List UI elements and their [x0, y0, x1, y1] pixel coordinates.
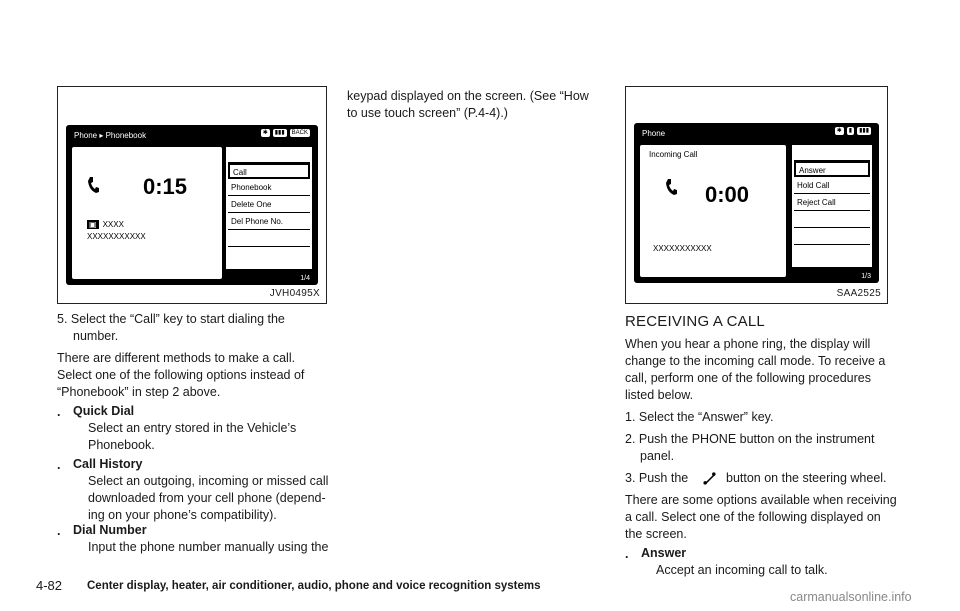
bluetooth-icon: ✱ [836, 128, 842, 134]
page-indicator: 1/3 [861, 273, 871, 280]
quick-dial-title: Quick Dial [73, 404, 135, 418]
receive-step-1: 1. Select the “Answer” key. [625, 410, 774, 424]
receive-options-1: There are some options available when receiving [625, 493, 897, 507]
receive-intro-1: When you hear a phone ring, the display will [625, 337, 871, 351]
intro-line-2: Select one of the following options instead of [57, 368, 305, 382]
hold-call-key[interactable]: Hold Call [794, 178, 870, 194]
call-info-panel [640, 145, 786, 277]
back-button[interactable]: BACK [291, 130, 308, 136]
receive-intro-4: listed below. [625, 388, 694, 402]
receive-intro-3: call, perform one of the following procedures [625, 371, 871, 385]
figure-incoming-call [625, 86, 888, 304]
contact-number: XXXXXXXXXXX [87, 232, 146, 241]
battery-icon: ▮ [848, 128, 853, 134]
keypad-line-1: keypad displayed on the screen. (See “How [347, 89, 589, 103]
screen-incoming-call [634, 123, 879, 283]
phone-handset-icon [665, 178, 677, 196]
incoming-call-label: Incoming Call [649, 150, 698, 159]
blank-key [794, 145, 870, 161]
bullet: . [57, 458, 61, 472]
bullet: . [57, 524, 61, 538]
dial-number-text: Input the phone number manually using the [88, 540, 329, 554]
bluetooth-icon: ✱ [262, 130, 268, 136]
contact-name-text: XXXX [102, 220, 124, 229]
receive-step-3a: 3. Push the [625, 471, 689, 485]
step-5: 5. Select the “Call” key to start dialing the [57, 312, 285, 326]
call-key[interactable]: Call [228, 163, 310, 179]
delete-one-key[interactable]: Delete One [228, 197, 310, 213]
watermark: carmanualsonline.info [790, 590, 912, 604]
contact-number: XXXXXXXXXXX [653, 244, 712, 253]
receive-step-2-cont: panel. [640, 449, 675, 463]
keypad-line-2: to use touch screen” (P.4-4).) [347, 106, 508, 120]
key-list [226, 147, 312, 269]
blank-key [794, 229, 870, 245]
status-icons [261, 129, 310, 137]
blank-key [794, 212, 870, 228]
intro-line-1: There are different methods to make a call. [57, 351, 296, 365]
step-5-cont: number. [73, 329, 119, 343]
quick-dial-text-1: Select an entry stored in the Vehicle’s [88, 421, 297, 435]
figure-code: SAA2525 [836, 288, 881, 299]
phone-button-icon [703, 472, 716, 485]
receive-options-2: a call. Select one of the following displayed on [625, 510, 881, 524]
status-icons [835, 127, 871, 135]
answer-option-text: Accept an incoming call to talk. [656, 563, 828, 577]
call-history-text-2: downloaded from your cell phone (depend- [88, 491, 326, 505]
page-number: 4-82 [36, 578, 63, 593]
answer-option-title: Answer [641, 546, 687, 560]
contact-name [87, 220, 124, 229]
call-timer: 0:00 [705, 182, 750, 207]
bullet: . [57, 405, 61, 419]
receive-step-2: 2. Push the PHONE button on the instrument [625, 432, 875, 446]
call-history-text-1: Select an outgoing, incoming or missed call [88, 474, 329, 488]
page-indicator: 1/4 [300, 275, 310, 282]
screen-header [640, 127, 873, 141]
screen-header-title: Phone [642, 129, 666, 138]
section-heading: RECEIVING A CALL [625, 313, 765, 330]
contact-icon: ▣ [89, 220, 97, 229]
signal-icon: ▮▮▮ [274, 130, 285, 136]
key-list [792, 145, 872, 267]
figure-code: JVH0495X [269, 288, 320, 299]
answer-key[interactable]: Answer [794, 161, 870, 177]
chapter-title: Center display, heater, air conditioner, audio, phone and voice recognition systems [87, 580, 541, 592]
call-history-text-3: ing on your phone’s compatibility). [88, 508, 277, 522]
intro-line-3: “Phonebook” in step 2 above. [57, 385, 221, 399]
signal-icon: ▮▮▮ [859, 128, 869, 134]
blank-key [228, 231, 310, 247]
screen-phonebook [66, 125, 318, 285]
bullet: . [625, 547, 629, 561]
reject-call-key[interactable]: Reject Call [794, 195, 870, 211]
phone-handset-icon [87, 176, 99, 194]
figure-phonebook-call [57, 86, 327, 304]
blank-key [228, 147, 310, 163]
receive-step-3b: button on the steering wheel. [726, 471, 887, 485]
receive-intro-2: change to the incoming call mode. To receive a [625, 354, 886, 368]
screen-header-title: Phone ▸ Phonebook [74, 131, 147, 140]
del-phone-no-key[interactable]: Del Phone No. [228, 214, 310, 230]
screen-header [72, 129, 312, 143]
dial-number-title: Dial Number [73, 523, 147, 537]
call-info-panel [72, 147, 222, 279]
blank-key [794, 245, 870, 261]
call-timer: 0:15 [143, 174, 188, 199]
receive-options-3: the screen. [625, 527, 687, 541]
phonebook-key[interactable]: Phonebook [228, 180, 310, 196]
quick-dial-text-2: Phonebook. [88, 438, 155, 452]
call-history-title: Call History [73, 457, 143, 471]
blank-key [228, 247, 310, 263]
